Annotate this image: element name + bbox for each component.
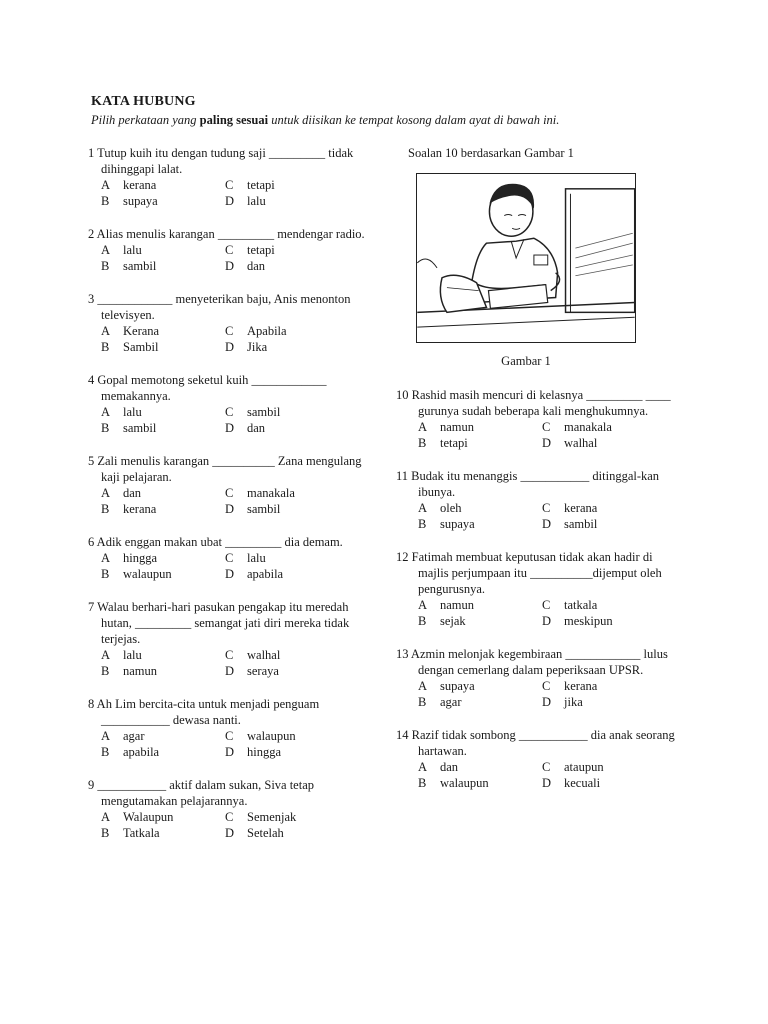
option-text: kerana <box>564 501 598 515</box>
answer-option[interactable] <box>225 825 345 841</box>
option-letter: B <box>101 340 110 354</box>
option-letter: B <box>418 776 427 790</box>
answer-option[interactable] <box>418 694 542 710</box>
option-text: lalu <box>123 243 142 257</box>
option-letter: D <box>225 421 235 435</box>
option-text: walaupun <box>247 729 296 743</box>
option-text: dan <box>123 486 142 500</box>
option-letter: C <box>225 486 234 500</box>
option-letter: D <box>542 695 552 709</box>
option-text: tetapi <box>247 243 275 257</box>
answer-option[interactable] <box>225 258 345 274</box>
right-column <box>396 145 676 808</box>
answer-option[interactable] <box>225 404 345 420</box>
picture-label: Gambar 1 <box>501 354 551 368</box>
answer-option[interactable] <box>418 500 542 516</box>
answer-option[interactable] <box>418 678 542 694</box>
option-letter: D <box>542 614 552 628</box>
answer-option[interactable] <box>225 420 345 436</box>
option-text: kecuali <box>564 776 601 790</box>
option-text: apabila <box>247 567 284 581</box>
answer-option[interactable] <box>418 759 542 775</box>
option-letter: A <box>418 679 428 693</box>
answer-options <box>101 485 368 517</box>
answer-option[interactable] <box>225 501 345 517</box>
question-stem: 7 Walau berhari-hari pasukan pengakap itu meredah hutan, _________ semangat jati diri mereka tidak terjejas. <box>88 600 350 646</box>
option-letter: D <box>225 340 235 354</box>
answer-option[interactable] <box>101 566 225 582</box>
answer-option[interactable] <box>225 728 345 744</box>
option-text: agar <box>123 729 145 743</box>
question-stem: 1 Tutup kuih itu dengan tudung saji _________ tidak dihinggapi lalat. <box>88 146 354 176</box>
answer-options <box>101 242 368 274</box>
option-text: tatkala <box>564 598 598 612</box>
answer-option[interactable] <box>225 339 345 355</box>
question-stem: 5 Zali menulis karangan __________ Zana mengulang kaji pelajaran. <box>88 454 362 484</box>
option-text: supaya <box>123 194 158 208</box>
answer-options <box>101 550 368 582</box>
option-letter: C <box>225 243 234 257</box>
answer-option[interactable] <box>101 825 225 841</box>
option-letter: B <box>418 436 427 450</box>
question-stem: 9 ___________ aktif dalam sukan, Siva tetap mengutamakan pelajarannya. <box>88 778 315 808</box>
question-stem: 2 Alias menulis karangan _________ mendengar radio. <box>88 227 365 241</box>
answer-options <box>101 647 368 679</box>
option-letter: C <box>225 729 234 743</box>
option-text: tetapi <box>247 178 275 192</box>
option-text: manakala <box>247 486 295 500</box>
picture-intro: Soalan 10 berdasarkan Gambar 1 <box>408 146 574 160</box>
question-3 <box>88 291 368 355</box>
answer-option[interactable] <box>225 242 345 258</box>
option-letter: A <box>101 729 111 743</box>
option-letter: A <box>418 760 428 774</box>
question-stem: 3 ____________ menyeterikan baju, Anis menonton televisyen. <box>88 292 351 322</box>
option-letter: A <box>101 324 111 338</box>
option-letter: B <box>418 517 427 531</box>
question-stem: 10 Rashid masih mencuri di kelasnya _________ ____ gurunya sudah beberapa kali menghukumnya. <box>396 388 671 418</box>
option-text: seraya <box>247 664 279 678</box>
instruction-bold: paling sesuai <box>199 113 269 127</box>
page-title: KATA HUBUNG <box>91 94 196 109</box>
question-stem: 11 Budak itu menanggis ___________ ditinggal-kan ibunya. <box>396 469 660 499</box>
option-letter: D <box>542 776 552 790</box>
option-letter: B <box>418 614 427 628</box>
answer-options <box>418 597 676 629</box>
option-letter: B <box>101 194 110 208</box>
option-text: dan <box>247 421 266 435</box>
option-text: sambil <box>247 502 281 516</box>
answer-options <box>418 419 676 451</box>
option-text: sambil <box>123 259 157 273</box>
option-letter: C <box>542 760 551 774</box>
question-stem: 14 Razif tidak sombong ___________ dia anak seorang hartawan. <box>396 728 675 758</box>
answer-options <box>101 323 368 355</box>
option-text: manakala <box>564 420 612 434</box>
option-letter: D <box>542 436 552 450</box>
instruction-post: untuk diisikan ke tempat kosong dalam ayat di bawah ini. <box>268 113 560 127</box>
option-text: kerana <box>123 502 157 516</box>
option-text: supaya <box>440 679 475 693</box>
option-letter: B <box>101 502 110 516</box>
answer-options <box>418 759 676 791</box>
question-9 <box>88 777 368 841</box>
option-letter: A <box>418 420 428 434</box>
option-letter: C <box>542 598 551 612</box>
option-text: lalu <box>123 405 142 419</box>
option-letter: C <box>225 810 234 824</box>
option-text: tetapi <box>440 436 468 450</box>
option-text: apabila <box>123 745 160 759</box>
answer-options <box>101 177 368 209</box>
option-text: kerana <box>123 178 157 192</box>
answer-option[interactable] <box>542 759 662 775</box>
option-letter: C <box>542 501 551 515</box>
answer-options <box>418 678 676 710</box>
illustration-boy-at-desk <box>416 173 636 343</box>
answer-option[interactable] <box>101 323 225 339</box>
answer-option[interactable] <box>101 501 225 517</box>
option-text: Semenjak <box>247 810 297 824</box>
option-letter: D <box>225 259 235 273</box>
instruction <box>91 112 559 128</box>
answer-option[interactable] <box>418 435 542 451</box>
option-letter: D <box>225 502 235 516</box>
question-3 <box>396 549 676 629</box>
option-letter: B <box>418 695 427 709</box>
answer-option[interactable] <box>225 323 345 339</box>
option-letter: D <box>542 517 552 531</box>
answer-option[interactable] <box>101 550 225 566</box>
answer-option[interactable] <box>542 694 662 710</box>
option-letter: B <box>101 745 110 759</box>
question-6 <box>88 534 368 582</box>
option-text: Setelah <box>247 826 284 840</box>
instruction-pre: Pilih perkataan yang <box>91 113 200 127</box>
answer-option[interactable] <box>225 663 345 679</box>
option-text: dan <box>247 259 266 273</box>
option-text: lalu <box>247 551 266 565</box>
option-text: hingga <box>247 745 282 759</box>
option-text: lalu <box>247 194 266 208</box>
question-1 <box>396 387 676 451</box>
answer-options <box>101 809 368 841</box>
answer-option[interactable] <box>101 258 225 274</box>
question-7 <box>88 599 368 679</box>
option-letter: C <box>542 420 551 434</box>
right-questions <box>396 387 676 791</box>
question-5 <box>88 453 368 517</box>
question-stem: 8 Ah Lim bercita-cita untuk menjadi penguam ___________ dewasa nanti. <box>88 697 320 727</box>
option-text: lalu <box>123 648 142 662</box>
option-letter: A <box>418 598 428 612</box>
answer-option[interactable] <box>225 744 345 760</box>
question-stem: 6 Adik enggan makan ubat _________ dia demam. <box>88 535 343 549</box>
answer-option[interactable] <box>542 500 662 516</box>
answer-option[interactable] <box>418 516 542 532</box>
answer-option[interactable] <box>542 435 662 451</box>
option-letter: A <box>101 648 111 662</box>
option-letter: A <box>101 405 111 419</box>
question-stem: 4 Gopal memotong seketul kuih ____________ memakannya. <box>88 373 327 403</box>
answer-option[interactable] <box>418 419 542 435</box>
answer-option[interactable] <box>542 775 662 791</box>
answer-option[interactable] <box>225 550 345 566</box>
answer-option[interactable] <box>225 485 345 501</box>
option-text: Tatkala <box>123 826 160 840</box>
answer-option[interactable] <box>101 177 225 193</box>
option-text: kerana <box>564 679 598 693</box>
option-letter: A <box>101 486 111 500</box>
answer-option[interactable] <box>418 613 542 629</box>
option-letter: A <box>418 501 428 515</box>
option-text: sambil <box>247 405 281 419</box>
option-letter: A <box>101 551 111 565</box>
option-text: namun <box>440 420 475 434</box>
option-letter: B <box>101 421 110 435</box>
option-text: supaya <box>440 517 475 531</box>
question-stem: 12 Fatimah membuat keputusan tidak akan hadir di majlis perjumpaan itu __________dijemput oleh pengurusnya. <box>396 550 662 596</box>
answer-option[interactable] <box>101 744 225 760</box>
question-4 <box>88 372 368 436</box>
answer-options <box>101 404 368 436</box>
option-text: walhal <box>564 436 598 450</box>
option-letter: D <box>225 194 235 208</box>
option-text: walaupun <box>440 776 489 790</box>
answer-option[interactable] <box>542 516 662 532</box>
option-text: agar <box>440 695 462 709</box>
option-text: sambil <box>564 517 598 531</box>
option-letter: B <box>101 826 110 840</box>
option-letter: D <box>225 826 235 840</box>
option-letter: C <box>225 324 234 338</box>
option-letter: D <box>225 664 235 678</box>
option-text: namun <box>123 664 158 678</box>
option-letter: C <box>225 551 234 565</box>
option-letter: A <box>101 178 111 192</box>
question-1 <box>88 145 368 209</box>
answer-option[interactable] <box>101 647 225 663</box>
answer-option[interactable] <box>225 177 345 193</box>
option-letter: A <box>101 810 111 824</box>
answer-option[interactable] <box>101 728 225 744</box>
option-text: Kerana <box>123 324 160 338</box>
option-text: dan <box>440 760 459 774</box>
answer-option[interactable] <box>101 485 225 501</box>
option-letter: B <box>101 664 110 678</box>
option-letter: D <box>225 567 235 581</box>
question-stem: 13 Azmin melonjak kegembiraan ____________ lulus dengan cemerlang dalam peperiksaan UPSR. <box>396 647 668 677</box>
answer-option[interactable] <box>101 809 225 825</box>
left-column <box>88 145 368 858</box>
question-2 <box>396 468 676 532</box>
answer-option[interactable] <box>225 809 345 825</box>
answer-options <box>101 728 368 760</box>
option-text: walaupun <box>123 567 172 581</box>
option-text: Apabila <box>247 324 287 338</box>
question-8 <box>88 696 368 760</box>
answer-option[interactable] <box>101 193 225 209</box>
option-letter: C <box>225 648 234 662</box>
option-letter: B <box>101 567 110 581</box>
option-text: Walaupun <box>123 810 174 824</box>
option-letter: D <box>225 745 235 759</box>
answer-option[interactable] <box>418 775 542 791</box>
option-letter: C <box>225 405 234 419</box>
answer-options <box>418 500 676 532</box>
option-text: sambil <box>123 421 157 435</box>
option-text: walhal <box>247 648 281 662</box>
option-text: oleh <box>440 501 462 515</box>
answer-option[interactable] <box>225 647 345 663</box>
question-4 <box>396 646 676 710</box>
answer-option[interactable] <box>542 597 662 613</box>
question-2 <box>88 226 368 274</box>
question-5 <box>396 727 676 791</box>
answer-option[interactable] <box>225 566 345 582</box>
option-text: Sambil <box>123 340 159 354</box>
answer-option[interactable] <box>225 193 345 209</box>
option-letter: C <box>542 679 551 693</box>
option-text: ataupun <box>564 760 604 774</box>
boy-illustration <box>417 174 635 342</box>
answer-option[interactable] <box>101 420 225 436</box>
option-text: sejak <box>440 614 466 628</box>
option-text: jika <box>564 695 583 709</box>
option-letter: C <box>225 178 234 192</box>
answer-option[interactable] <box>101 404 225 420</box>
option-letter: A <box>101 243 111 257</box>
option-letter: B <box>101 259 110 273</box>
answer-option[interactable] <box>542 419 662 435</box>
answer-option[interactable] <box>101 242 225 258</box>
answer-option[interactable] <box>101 663 225 679</box>
option-text: Jika <box>247 340 268 354</box>
answer-option[interactable] <box>418 597 542 613</box>
option-text: namun <box>440 598 475 612</box>
option-text: hingga <box>123 551 158 565</box>
answer-option[interactable] <box>542 613 662 629</box>
option-text: meskipun <box>564 614 613 628</box>
answer-option[interactable] <box>101 339 225 355</box>
answer-option[interactable] <box>542 678 662 694</box>
